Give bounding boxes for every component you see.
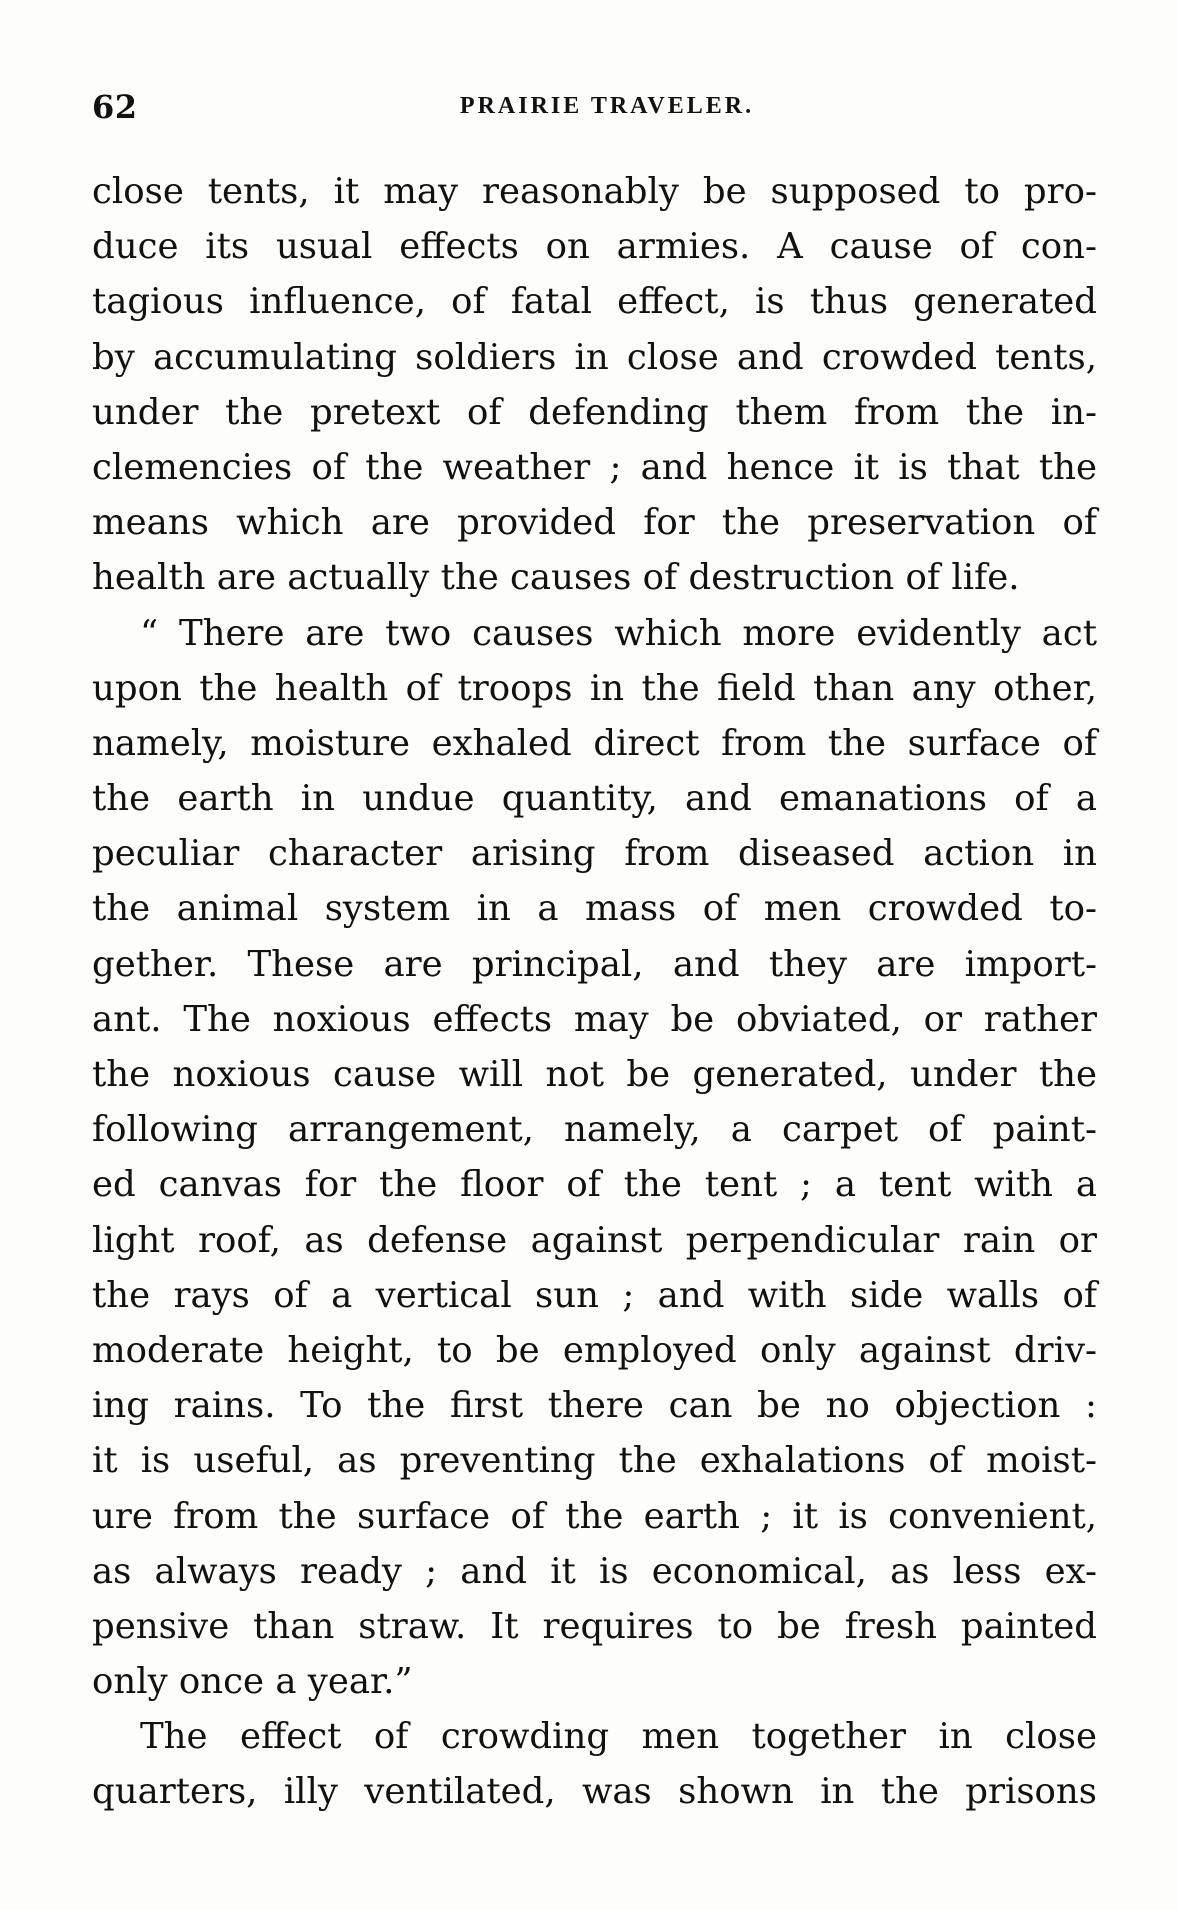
text-line: The effect of crowding men together in close <box>140 1716 1097 1758</box>
text-line: ed canvas for the floor of the tent ; a tent with a <box>92 1164 1097 1206</box>
text-line: ing rains. To the first there can be no objection : <box>92 1385 1097 1427</box>
text-line: the earth in undue quantity, and emanations of a <box>92 778 1097 820</box>
text-line: under the pretext of defending them from the in- <box>92 391 1097 433</box>
running-head: PRAIRIE TRAVELER. <box>459 93 755 119</box>
text-line: only once a year.” <box>92 1661 413 1703</box>
text-line: tagious influence, of fatal effect, is thus generated <box>92 281 1097 323</box>
page-header <box>92 88 1100 132</box>
text-line: ant. The noxious effects may be obviated, or rather <box>92 998 1097 1040</box>
text-line: duce its usual effects on armies. A cause of con- <box>92 226 1097 268</box>
text-line: the noxious cause will not be generated, under the <box>92 1054 1097 1095</box>
text-line: upon the health of troops in the field than any other, <box>92 667 1097 709</box>
text-line: peculiar character arising from diseased action in <box>92 833 1097 875</box>
body-text <box>92 164 1097 1820</box>
text-line: pensive than straw. It requires to be fresh painted <box>92 1605 1097 1647</box>
text-line: means which are provided for the preservation of <box>92 502 1097 544</box>
text-line: ure from the surface of the earth ; it is convenient, <box>92 1495 1097 1537</box>
text-line: quarters, illy ventilated, was shown in the prisons <box>92 1771 1097 1813</box>
text-line: gether. These are principal, and they are import- <box>92 943 1097 985</box>
text-line: “ There are two causes which more evidently act <box>140 612 1097 654</box>
text-line: the animal system in a mass of men crowded to- <box>92 888 1097 930</box>
text-line: the rays of a vertical sun ; and with side walls of <box>92 1274 1097 1316</box>
text-line: close tents, it may reasonably be supposed to pro- <box>92 171 1097 212</box>
text-line: namely, moisture exhaled direct from the surface of <box>92 722 1097 764</box>
text-line: it is useful, as preventing the exhalations of moist- <box>92 1440 1097 1482</box>
text-line: moderate height, to be employed only against driv- <box>92 1329 1097 1371</box>
text-line: health are actually the causes of destruction of life. <box>92 557 1020 599</box>
text-line: following arrangement, namely, a carpet of paint- <box>92 1109 1097 1151</box>
text-line: clemencies of the weather ; and hence it is that the <box>92 446 1097 488</box>
text-line: light roof, as defense against perpendicular rain or <box>92 1219 1097 1261</box>
text-line: by accumulating soldiers in close and crowded tents, <box>92 336 1097 378</box>
text-line: as always ready ; and it is economical, as less ex- <box>92 1550 1097 1592</box>
page-number: 62 <box>92 88 138 126</box>
